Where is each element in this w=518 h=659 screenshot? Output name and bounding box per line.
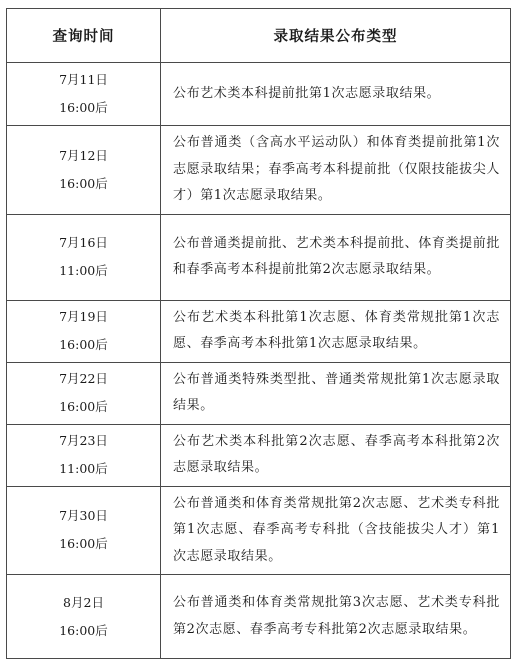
query-clock: 16:00后 — [59, 622, 108, 638]
query-clock: 11:00后 — [59, 461, 108, 476]
result-type-cell: 公布普通类（含高水平运动队）和体育类提前批第1次志愿录取结果；春季高考本科提前批（仅限技能拔尖人才）第1次志愿录取结果。 — [161, 126, 511, 215]
table-row — [7, 126, 511, 215]
query-time-cell — [7, 214, 161, 300]
query-date: 7月12日 — [59, 147, 108, 163]
table-row — [7, 575, 511, 659]
table-row — [7, 424, 511, 486]
query-time-cell — [7, 126, 161, 215]
query-time-cell — [7, 300, 161, 362]
result-type-cell: 公布艺术类本科提前批第1次志愿录取结果。 — [161, 63, 511, 126]
query-date: 7月19日 — [59, 309, 108, 324]
table-row — [7, 214, 511, 300]
query-date: 7月16日 — [59, 235, 108, 250]
query-time-cell — [7, 575, 161, 659]
query-time-cell — [7, 424, 161, 486]
query-clock: 16:00后 — [59, 536, 108, 552]
query-clock: 16:00后 — [59, 100, 108, 115]
result-type-cell: 公布艺术类本科批第2次志愿、春季高考本科批第2次志愿录取结果。 — [161, 424, 511, 486]
query-date: 7月23日 — [59, 433, 108, 448]
table-row — [7, 63, 511, 126]
header-query-time: 查询时间 — [7, 9, 161, 63]
result-type-cell: 公布普通类提前批、艺术类本科提前批、体育类提前批和春季高考本科提前批第2次志愿录取结果。 — [161, 214, 511, 300]
result-type-cell: 公布普通类特殊类型批、普通类常规批第1次志愿录取结果。 — [161, 362, 511, 424]
query-date: 7月11日 — [59, 72, 108, 87]
query-time-cell — [7, 63, 161, 126]
query-clock: 16:00后 — [59, 399, 108, 414]
query-time-cell — [7, 486, 161, 575]
query-clock: 16:00后 — [59, 337, 108, 352]
admission-results-table-container — [6, 8, 510, 659]
table-row — [7, 300, 511, 362]
result-type-cell: 公布普通类和体育类常规批第3次志愿、艺术类专科批第2次志愿、春季高考专科批第2次志愿录取结果。 — [161, 575, 511, 659]
query-date: 8月2日 — [63, 594, 104, 610]
table-header-row — [7, 9, 511, 63]
query-date: 7月22日 — [59, 371, 108, 386]
query-time-cell — [7, 362, 161, 424]
header-result-type: 录取结果公布类型 — [161, 9, 511, 63]
result-type-cell: 公布普通类和体育类常规批第2次志愿、艺术类专科批第1次志愿、春季高考专科批（含技能拔尖人才）第1次志愿录取结果。 — [161, 486, 511, 575]
query-clock: 11:00后 — [59, 263, 108, 278]
table-row — [7, 362, 511, 424]
result-type-cell: 公布艺术类本科批第1次志愿、体育类常规批第1次志愿、春季高考本科批第1次志愿录取结果。 — [161, 300, 511, 362]
query-clock: 16:00后 — [59, 175, 108, 191]
table-row — [7, 486, 511, 575]
query-date: 7月30日 — [59, 508, 108, 524]
admission-results-table — [6, 8, 511, 659]
